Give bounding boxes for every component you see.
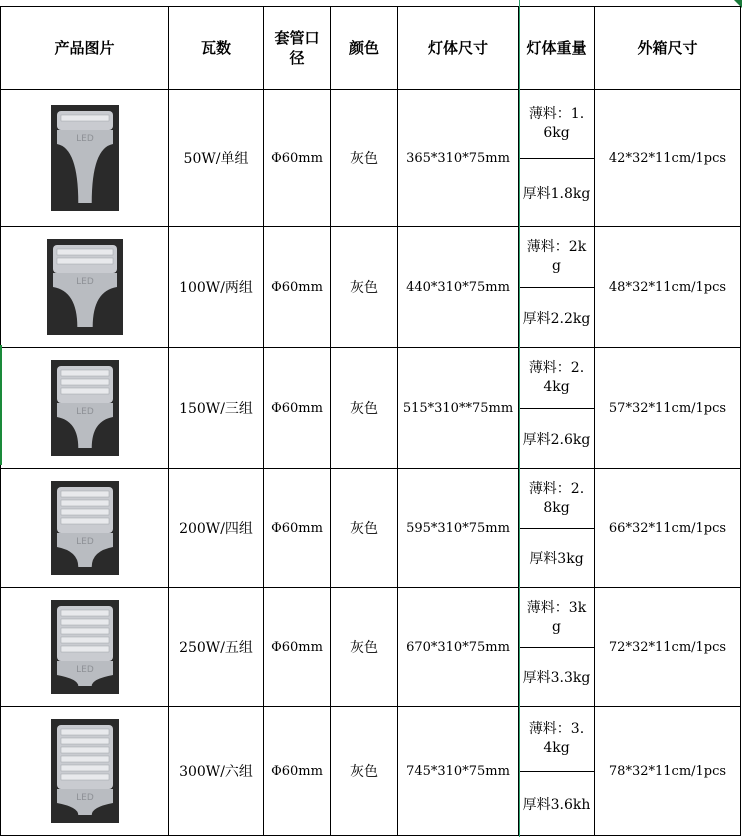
product-photo — [1, 719, 168, 823]
street-lamp-image — [51, 105, 119, 211]
product-spec-table — [0, 6, 741, 836]
color-cell[interactable]: 灰色 — [331, 348, 398, 469]
lamp-label: LED — [75, 665, 94, 675]
box-size-cell[interactable]: 78*32*11cm/1pcs — [595, 707, 741, 836]
table-row — [1, 707, 741, 772]
pipe-cell[interactable]: Φ60mm — [264, 707, 331, 836]
watt-cell[interactable]: 300W/六组 — [169, 707, 264, 836]
color-cell[interactable]: 灰色 — [331, 588, 398, 707]
lamp-label: LED — [75, 407, 94, 417]
table-row — [1, 588, 741, 648]
thin-weight-cell[interactable] — [519, 588, 595, 648]
header-body-size[interactable]: 灯体尺寸 — [398, 7, 519, 90]
watt-cell[interactable]: 200W/四组 — [169, 469, 264, 588]
body-size-cell[interactable]: 515*310**75mm — [398, 348, 519, 469]
table-row — [1, 469, 741, 529]
thin-weight-cell[interactable] — [519, 707, 595, 772]
header-body-weight[interactable]: 灯体重量 — [519, 7, 595, 90]
thin-weight-cell[interactable] — [519, 469, 595, 529]
thin-weight-text: 薄料：3kg — [526, 599, 587, 635]
thick-weight-cell[interactable]: 厚料3.3kg — [519, 648, 595, 707]
color-cell[interactable]: 灰色 — [331, 469, 398, 588]
pipe-cell[interactable]: Φ60mm — [264, 227, 331, 348]
street-lamp-image — [51, 600, 119, 694]
body-size-cell[interactable]: 745*310*75mm — [398, 707, 519, 836]
body-size-cell[interactable]: 670*310*75mm — [398, 588, 519, 707]
product-photo — [1, 481, 168, 575]
thick-weight-cell[interactable]: 厚料3.6kh — [519, 772, 595, 836]
thick-weight-cell[interactable]: 厚料2.6kg — [519, 409, 595, 469]
thin-weight-text: 薄料：3.4kg — [528, 721, 585, 756]
pipe-cell[interactable]: Φ60mm — [264, 469, 331, 588]
lamp-label: LED — [75, 134, 94, 144]
product-image-cell[interactable] — [1, 588, 169, 707]
color-cell[interactable]: 灰色 — [331, 227, 398, 348]
thick-weight-cell[interactable]: 厚料1.8kg — [519, 159, 595, 227]
table-row — [1, 227, 741, 288]
pipe-cell[interactable]: Φ60mm — [264, 588, 331, 707]
header-image[interactable]: 产品图片 — [1, 7, 169, 90]
selection-marker — [0, 345, 2, 465]
product-image-cell[interactable] — [1, 707, 169, 836]
watt-cell[interactable]: 150W/三组 — [169, 348, 264, 469]
table-row — [1, 348, 741, 409]
header-row — [1, 7, 741, 90]
thick-weight-cell[interactable]: 厚料2.2kg — [519, 288, 595, 348]
body-size-cell[interactable]: 440*310*75mm — [398, 227, 519, 348]
header-box-size[interactable]: 外箱尺寸 — [595, 7, 741, 90]
thin-weight-text: 薄料：2.4kg — [528, 360, 585, 395]
product-image-cell[interactable] — [1, 90, 169, 227]
body-size-cell[interactable]: 595*310*75mm — [398, 469, 519, 588]
color-cell[interactable]: 灰色 — [331, 707, 398, 836]
header-color[interactable]: 颜色 — [331, 7, 398, 90]
header-pipe[interactable] — [264, 7, 331, 90]
box-size-cell[interactable]: 57*32*11cm/1pcs — [595, 348, 741, 469]
header-watt[interactable]: 瓦数 — [169, 7, 264, 90]
product-image-cell[interactable] — [1, 469, 169, 588]
product-image-cell[interactable] — [1, 348, 169, 469]
pipe-cell[interactable]: Φ60mm — [264, 90, 331, 227]
thin-weight-text: 薄料：2.8kg — [528, 480, 585, 516]
lamp-label: LED — [75, 277, 94, 287]
box-size-cell[interactable]: 42*32*11cm/1pcs — [595, 90, 741, 227]
product-image-cell[interactable] — [1, 227, 169, 348]
thick-weight-cell[interactable]: 厚料3kg — [519, 529, 595, 588]
street-lamp-image — [47, 239, 123, 335]
street-lamp-image — [51, 360, 119, 456]
color-cell[interactable]: 灰色 — [331, 90, 398, 227]
thin-weight-cell[interactable] — [519, 90, 595, 159]
product-photo — [1, 105, 168, 211]
product-photo — [1, 600, 168, 694]
thin-weight-cell[interactable] — [519, 227, 595, 288]
lamp-label: LED — [75, 793, 94, 803]
table-row — [1, 90, 741, 159]
thin-weight-text: 薄料：1.6kg — [528, 106, 585, 141]
street-lamp-image — [51, 719, 119, 823]
header-pipe-label: 套管口径 — [274, 29, 320, 67]
watt-cell[interactable]: 100W/两组 — [169, 227, 264, 348]
box-size-cell[interactable]: 72*32*11cm/1pcs — [595, 588, 741, 707]
watt-cell[interactable]: 250W/五组 — [169, 588, 264, 707]
body-size-cell[interactable]: 365*310*75mm — [398, 90, 519, 227]
pipe-cell[interactable]: Φ60mm — [264, 348, 331, 469]
product-photo — [1, 239, 168, 335]
watt-cell[interactable]: 50W/单组 — [169, 90, 264, 227]
box-size-cell[interactable]: 66*32*11cm/1pcs — [595, 469, 741, 588]
sheet-gridline-vertical — [519, 0, 520, 837]
box-size-cell[interactable]: 48*32*11cm/1pcs — [595, 227, 741, 348]
lamp-label: LED — [75, 537, 94, 547]
thin-weight-cell[interactable] — [519, 348, 595, 409]
street-lamp-image — [51, 481, 119, 575]
product-photo — [1, 360, 168, 456]
thin-weight-text: 薄料：2kg — [526, 239, 587, 274]
